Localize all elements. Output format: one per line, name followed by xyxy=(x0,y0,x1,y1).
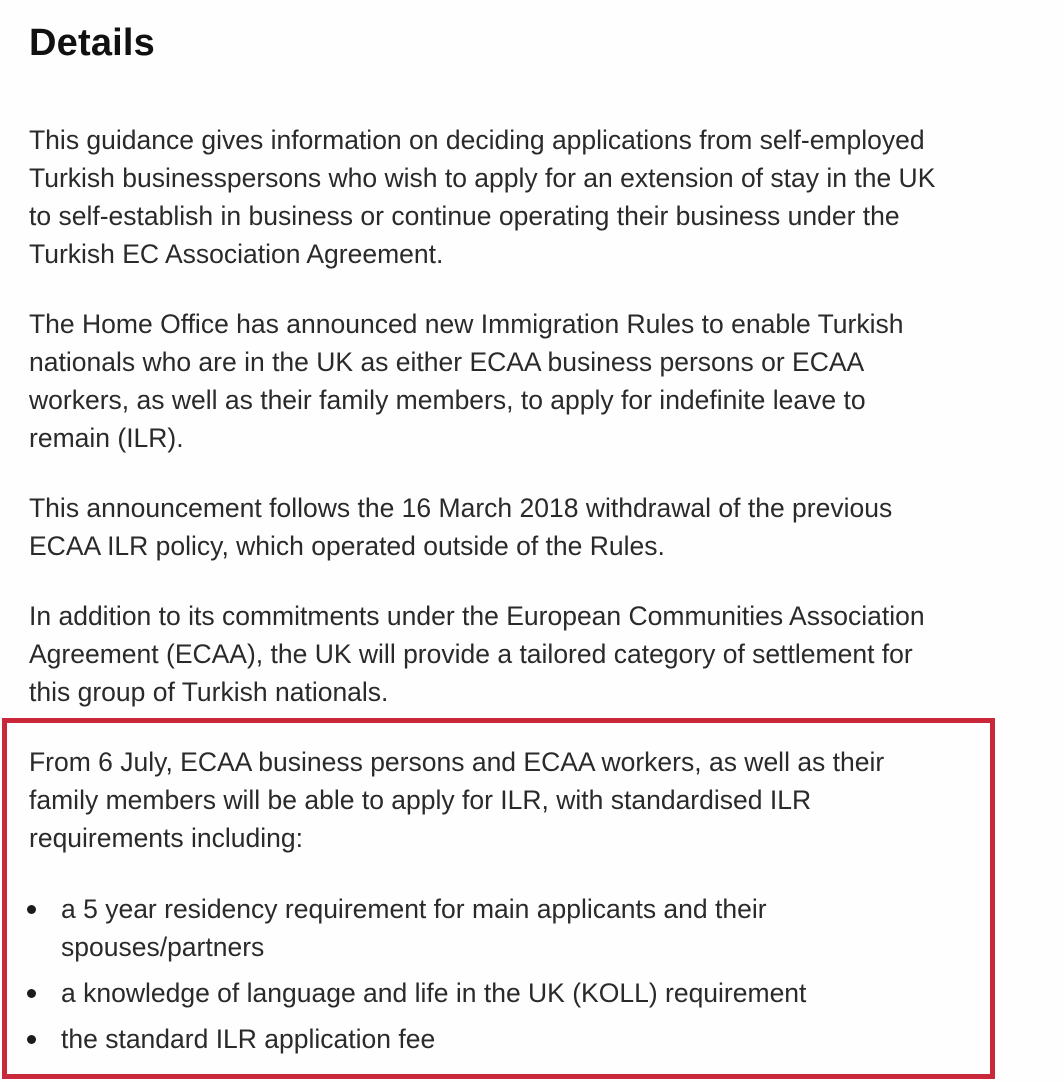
paragraph-line: From 6 July, ECAA business persons and ECAA workers, as well as their xyxy=(29,747,885,777)
paragraph-line: In addition to its commitments under the European Communities Association xyxy=(29,601,925,631)
paragraph-line: family members will be able to apply for ILR, with standardised ILR xyxy=(29,785,812,815)
paragraph-withdrawal xyxy=(29,489,1049,565)
page-title: Details xyxy=(29,22,156,64)
list-item-line: spouses/partners xyxy=(61,932,265,962)
requirements-list xyxy=(0,890,980,1060)
paragraph-line: The Home Office has announced new Immigration Rules to enable Turkish xyxy=(29,309,904,339)
paragraph-guidance xyxy=(29,121,1049,273)
list-item-line: a knowledge of language and life in the UK (KOLL) requirement xyxy=(61,978,807,1008)
bullet-icon xyxy=(27,989,36,998)
list-item-line: a 5 year residency requirement for main applicants and their xyxy=(61,894,767,924)
paragraph-line: Turkish EC Association Agreement. xyxy=(29,239,444,269)
paragraph-line: Turkish businesspersons who wish to apply for an extension of stay in the UK xyxy=(29,163,936,193)
list-item xyxy=(0,1020,980,1060)
paragraph-line: remain (ILR). xyxy=(29,423,184,453)
paragraph-commitments xyxy=(29,597,1049,711)
paragraph-line: nationals who are in the UK as either ECAA business persons or ECAA xyxy=(29,347,865,377)
paragraph-line: requirements including: xyxy=(29,823,303,853)
paragraph-from-6-july xyxy=(29,743,1049,857)
bullet-icon xyxy=(27,1035,36,1044)
list-item xyxy=(0,890,980,974)
paragraph-line: to self-establish in business or continue operating their business under the xyxy=(29,201,900,231)
paragraph-line: This announcement follows the 16 March 2018 withdrawal of the previous xyxy=(29,493,893,523)
paragraph-line: ECAA ILR policy, which operated outside of the Rules. xyxy=(29,531,665,561)
paragraph-line: This guidance gives information on deciding applications from self-employed xyxy=(29,125,925,155)
list-item xyxy=(0,974,980,1020)
paragraph-line: workers, as well as their family members, to apply for indefinite leave to xyxy=(29,385,866,415)
paragraph-line: Agreement (ECAA), the UK will provide a tailored category of settlement for xyxy=(29,639,913,669)
list-item-line: the standard ILR application fee xyxy=(61,1024,436,1054)
bullet-icon xyxy=(27,905,36,914)
paragraph-announcement xyxy=(29,305,1049,457)
paragraph-line: this group of Turkish nationals. xyxy=(29,677,389,707)
